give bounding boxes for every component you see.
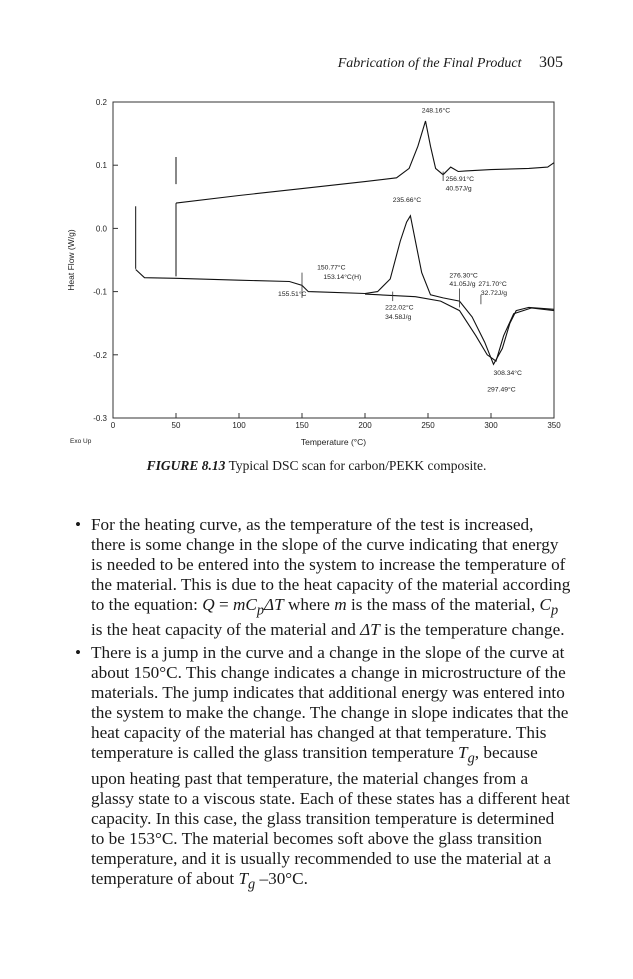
annotation-1: 256.91°C [445,176,475,183]
y-axis-label: Heat Flow (W/g) [66,229,76,291]
symbol-C: C [539,595,551,614]
annotation-7: 276.30°C [449,272,478,280]
x-tick-label-7: 350 [547,421,561,430]
annotation-0: 248.16°C [421,107,451,115]
figure-label: FIGURE 8.13 [146,458,226,473]
x-tick-label-6: 300 [484,421,498,430]
y-tick-label-0: 0.2 [95,98,107,107]
y-tick-label-5: -0.3 [93,414,107,423]
dsc-chart [60,92,570,452]
y-tick-label-1: 0.1 [95,161,107,171]
symbol-delta-T: ΔT [360,620,380,640]
equation-subscript-p: p [256,602,264,619]
dsc-curve-0 [176,121,554,203]
annotation-4: 150.77°C [317,264,346,272]
paragraph-text: is the temperature change. [379,620,565,640]
symbol-m: m [334,595,347,614]
equation-delta-T: ΔT [264,595,284,614]
running-header [338,54,563,72]
annotation-12: 34.58J/g [385,313,412,321]
page-number: 305 [539,54,563,71]
symbol-T: T [238,868,249,888]
annotation-10: 32.72J/g [480,289,507,297]
annotation-6: 155.51°C [278,291,307,299]
symbol-subscript-p: p [550,602,559,619]
equation-Q: Q [202,595,215,614]
bullet-glass-transition [75,643,571,894]
y-tick-label-3: -0.1 [93,287,107,297]
paragraph-text: , because upon heating past that temperature, the material changes from a glassy state to a viscous state. Each of these states has a different heat capacity. In this case, the glass transition temperature is determined to be 153°C. The material becomes soft above the glass transition temperature, and it is usually recommended to use the material at a temperature of about [91,743,570,888]
equation-C: C [245,595,257,614]
paragraph-text: There is a jump in the curve and a change in the slope of the curve at about 150°C. This change indicates a change in microstructure of the materials. The jump indicates that additional energy was entered into the system to make the change. The change in slope indicates that the heat capacity of the material has changed at that temperature. This temperature is called the glass transition temperature [91,643,569,763]
annotation-11: 222.02°C [385,304,414,312]
running-title: Fabrication of the Final Product [337,56,522,71]
x-axis-label: Temperature (°C) [300,437,367,447]
x-tick-label-1: 50 [171,421,181,430]
x-tick-label-2: 100 [232,421,246,430]
annotation-3: 235.66°C [392,196,422,204]
symbol-subscript-g: g [248,876,256,893]
bullet-heating-curve [75,515,571,640]
exo-up-label: Exo Up [70,438,92,445]
bullet-dot: • [75,515,82,534]
x-tick-label-5: 250 [421,421,435,430]
x-tick-label-3: 150 [295,421,309,430]
x-tick-label-0: 0 [110,421,116,430]
y-tick-label-2: 0.0 [95,224,107,234]
symbol-subscript-g: g [467,750,475,767]
paragraph-text: is the heat capacity of the material and [91,620,361,640]
figure-caption [0,458,633,474]
symbol-T: T [458,743,468,763]
paragraph-text: –30°C. [255,868,308,888]
annotation-9: 271.70°C [478,280,507,288]
annotation-13: 308.34°C [493,370,522,378]
annotation-5: 153.14°C(H) [323,273,362,281]
plot-frame [113,102,554,418]
bullet-list [75,515,571,897]
equation-m: m [232,595,246,614]
equation-equals: = [214,595,233,614]
paragraph-text: where [283,595,335,614]
annotation-8: 41.05J/g [449,280,476,288]
annotation-14: 297.49°C [487,386,516,394]
figure-caption-text: Typical DSC scan for carbon/PEKK composite. [228,458,487,473]
x-tick-label-4: 200 [358,421,372,430]
paragraph-text: is the mass of the material, [346,595,540,614]
annotation-2: 40.57J/g [445,185,472,193]
paragraph-text: For the heating curve, as the temperature of the test is increased, there is some change in the slope of the curve indicating that energy is needed to be entered into the system to increase the temperature of the material. This is due to the heat capacity of the material according to the equation: [91,515,571,614]
y-tick-label-4: -0.2 [93,350,107,360]
bullet-dot: • [75,643,82,663]
